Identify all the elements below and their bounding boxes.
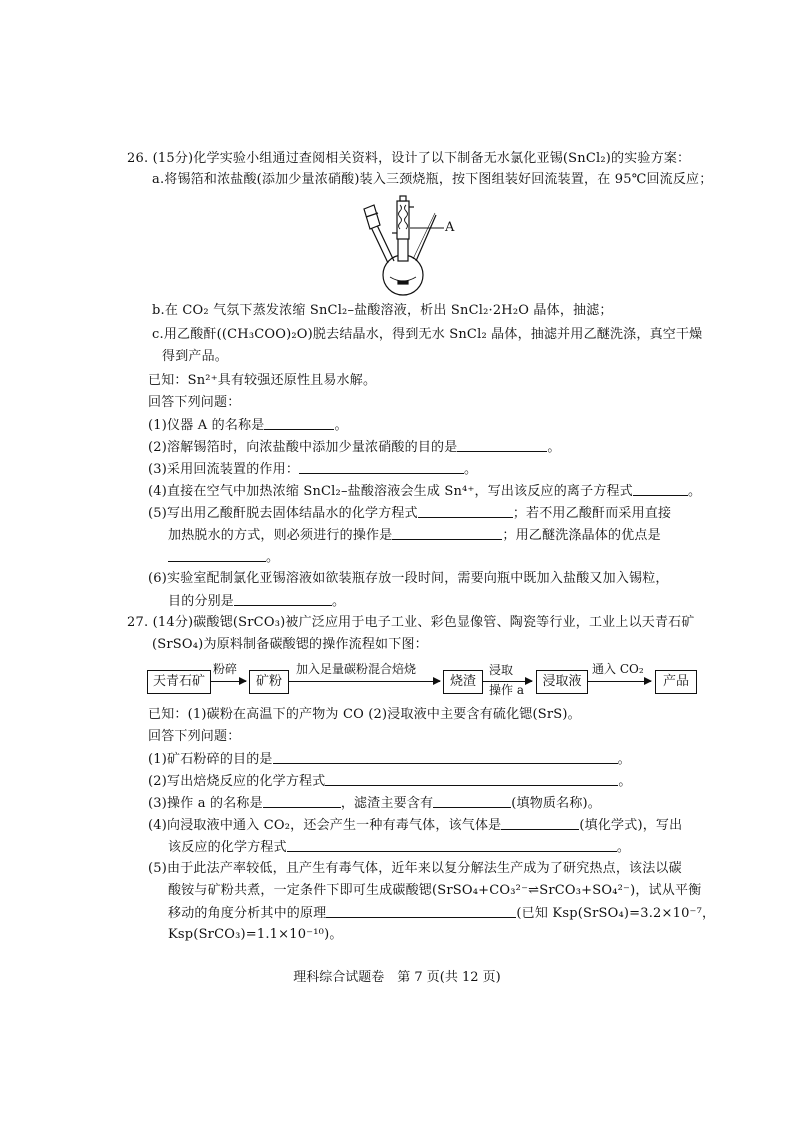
q26-q3-text: (3)采用回流装置的作用：: [148, 462, 300, 477]
q27-q2-answer-blank[interactable]: [325, 772, 618, 786]
q26-q5-answer-blank2[interactable]: [392, 526, 502, 540]
q26-intro: 26. (15分)化学实验小组通过查阅相关资料，设计了以下制备无水氯化亚锡(SnCl₂)的实验方案：: [127, 151, 691, 166]
q26-q6-text2: 目的分别是: [168, 594, 235, 609]
q27-q4-answer-blank2[interactable]: [287, 838, 617, 852]
q26-q5-end: 。: [266, 550, 280, 565]
q26-q2-end: 。: [547, 440, 561, 455]
flow-box-ore-powder: 矿粉: [249, 670, 289, 694]
q26-q6-line2: [168, 592, 345, 611]
q27-q4-text1: (4)向浸取液中通入 CO₂，还会产生一种有毒气体，该气体是: [148, 818, 502, 833]
q26-step-b: b.在 CO₂ 气氛下蒸发浓缩 SnCl₂–盐酸溶液，析出 SnCl₂·2H₂O 晶体，抽滤；: [152, 303, 613, 318]
q27-q4-text1-end: (填化学式)，写出: [579, 818, 683, 833]
q26-q5-answer-blank3[interactable]: [168, 548, 266, 562]
q26-q5-line3: [168, 548, 279, 567]
q27-q1-answer-blank[interactable]: [273, 750, 618, 764]
flow-arrow-label-crush: 粉碎: [213, 662, 238, 676]
flow-arrow-label-leach: 浸取: [489, 663, 514, 677]
q26-q3-end: 。: [464, 462, 478, 477]
q27-q3-end: (填物质名称)。: [511, 796, 601, 811]
q27-q5-answer-blank[interactable]: [326, 904, 516, 918]
q27-q5-text3-end: (已知 Ksp(SrSO₄)=3.2×10⁻⁷，: [516, 906, 716, 921]
q26-q3-answer-blank[interactable]: [299, 460, 464, 474]
q26-q6-end: 。: [332, 594, 346, 609]
flow-arrow-label-co2: 通入 CO₂: [592, 662, 644, 676]
q26-q4-end: 。: [687, 484, 702, 499]
flow-arrow-1: [210, 681, 246, 682]
q27-q3-text: (3)操作 a 的名称是: [148, 796, 263, 811]
q27-q3-answer-blank1[interactable]: [263, 794, 341, 808]
q26-step-c-line1: c.用乙酸酐((CH₃COO)₂O)脱去结晶水，得到无水 SnCl₂ 晶体，抽滤并用乙醚洗涤，真空干燥: [152, 327, 703, 342]
q26-q2-answer-blank[interactable]: [457, 438, 547, 452]
q27-q2-end: 。: [618, 774, 632, 789]
q26-q4: [148, 482, 701, 501]
flow-arrow-label-operation-a: 操作 a: [489, 683, 524, 697]
q27-q1-end: 。: [617, 752, 631, 767]
q26-q5-text2-end: ；用乙醚洗涤晶体的优点是: [502, 528, 661, 543]
q27-q3: [148, 794, 601, 813]
flow-arrow-3: [482, 681, 532, 682]
q26-q5-answer-blank1[interactable]: [418, 504, 513, 518]
q27-q1-text: (1)矿石粉碎的目的是: [148, 752, 273, 767]
flow-box-leachate: 浸取液: [536, 670, 588, 694]
q26-q4-text: (4)直接在空气中加热浓缩 SnCl₂–盐酸溶液会生成 Sn⁴⁺，写出该反应的离子方程式: [148, 484, 633, 499]
q27-q4-line1: [148, 816, 682, 835]
q27-answer-prompt: 回答下列问题：: [148, 729, 241, 744]
q27-q5-line4: Ksp(SrCO₃)=1.1×10⁻¹⁰)。: [168, 927, 343, 942]
page-footer: 理科综合试题卷 第 7 页(共 12 页): [293, 970, 501, 985]
q27-q4-text2: 该反应的化学方程式: [168, 840, 287, 855]
q26-q5-line2: [168, 526, 661, 545]
q26-step-c-line2: 得到产品。: [162, 349, 229, 364]
q26-q5-text1: (5)写出用乙酸酐脱去固体结晶水的化学方程式: [148, 506, 418, 521]
q26-q3: [148, 460, 477, 479]
flow-arrow-2: [288, 681, 440, 682]
q26-q4-answer-blank[interactable]: [633, 482, 688, 496]
apparatus-label-a: A: [445, 220, 455, 235]
q26-step-a: a.将锡箔和浓盐酸(添加少量浓硝酸)装入三颈烧瓶，按下图组装好回流装置，在 95℃回流反应；: [152, 172, 713, 187]
q26-q6-answer-blank[interactable]: [234, 592, 332, 606]
q27-intro-line2: (SrSO₄)为原料制备碳酸锶的操作流程如下图：: [152, 637, 428, 652]
q26-q1-text: (1)仪器 A 的名称是: [148, 418, 265, 433]
q26-q5-text1-end: ；若不用乙酸酐而采用直接: [512, 506, 672, 521]
q26-q1-answer-blank[interactable]: [264, 416, 334, 430]
flow-box-product: 产品: [655, 670, 697, 694]
q27-q5-line1: (5)由于此法产率较低，且产生有毒气体，近年来以复分解法生产成为了研究热点，该法以碳: [148, 861, 682, 876]
q27-q2-text: (2)写出焙烧反应的化学方程式: [148, 774, 326, 789]
q27-known: 已知：(1)碳粉在高温下的产物为 CO (2)浸取液中主要含有硫化锶(SrS)。: [148, 707, 581, 722]
q27-q5-line3: [168, 904, 715, 923]
q26-q2-text: (2)溶解锡箔时，向浓盐酸中添加少量浓硝酸的目的是: [148, 440, 458, 455]
flow-arrow-4: [587, 681, 651, 682]
flow-box-celestite-ore: 天青石矿: [147, 670, 211, 694]
q27-q5-line2: 酸铵与矿粉共煮，一定条件下即可生成碳酸锶(SrSO₄+CO₃²⁻⇌SrCO₃+SO₄²⁻)，试从平衡: [168, 883, 702, 898]
q27-q2: [148, 772, 632, 791]
q27-q4-answer-blank1[interactable]: [501, 816, 579, 830]
q26-q6-line1: (6)实验室配制氯化亚锡溶液如欲装瓶存放一段时间，需要向瓶中既加入盐酸又加入锡粒，: [148, 571, 669, 586]
q27-q1: [148, 750, 631, 769]
q26-q5-text2: 加热脱水的方式，则必须进行的操作是: [168, 528, 393, 543]
q26-q5-line1: [148, 504, 671, 523]
reflux-apparatus-figure: [340, 195, 470, 300]
q26-q1-end: 。: [334, 418, 348, 433]
q27-q4-end: 。: [616, 840, 631, 855]
q26-q1: [148, 416, 348, 435]
q27-intro-line1: 27. (14分)碳酸锶(SrCO₃)被广泛应用于电子工业、彩色显像管、陶瓷等行业，工业上以天青石矿: [127, 615, 695, 630]
q27-q3-answer-blank2[interactable]: [433, 794, 511, 808]
q27-q3-mid: ，滤渣主要含有: [340, 796, 434, 811]
q26-answer-prompt: 回答下列问题：: [148, 395, 241, 410]
q26-known: 已知：Sn²⁺具有较强还原性且易水解。: [148, 373, 377, 388]
q27-q5-text3: 移动的角度分析其中的原理: [168, 906, 327, 921]
q27-q4-line2: [168, 838, 630, 857]
flow-box-slag: 烧渣: [443, 670, 483, 694]
flow-arrow-label-roast: 加入足量碳粉混合焙烧: [296, 662, 417, 676]
q26-q2: [148, 438, 561, 457]
